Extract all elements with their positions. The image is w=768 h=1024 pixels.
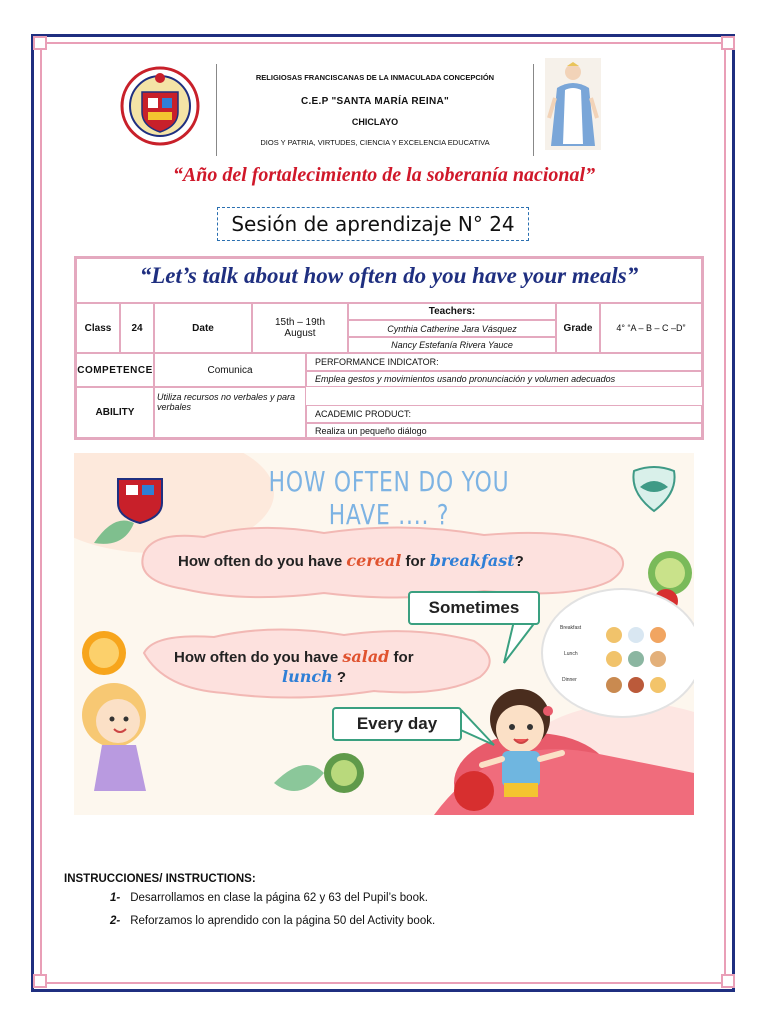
competence-value: Comunica	[154, 353, 306, 387]
teachers-label: Teachers:	[348, 303, 556, 320]
card-row-label: Lunch	[564, 651, 578, 657]
question-mark: ?	[336, 669, 347, 686]
meal-word: breakfast	[429, 551, 515, 570]
lesson-illustration	[74, 453, 694, 815]
question-text: for	[405, 553, 426, 570]
virgin-mary-image	[545, 58, 601, 150]
lesson-title-cell	[76, 258, 702, 303]
school-seal-logo	[120, 66, 200, 146]
corner-ornament	[33, 36, 47, 50]
year-motto: “Año del fortalecimiento de la soberanía nacional”	[172, 164, 596, 186]
question-text: How often do you have	[174, 649, 339, 666]
lesson-info-table	[74, 256, 704, 440]
instruction-text: Desarrollamos en clase la página 62 y 63 del Pupil’s book.	[130, 892, 428, 904]
instruction-item	[110, 892, 428, 904]
corner-ornament	[721, 36, 735, 50]
grade-value: 4° “A – B – C –D”	[600, 303, 702, 353]
teacher-name: Cynthia Catherine Jara Vásquez	[348, 320, 556, 337]
school-header	[216, 64, 534, 156]
lesson-title: “Let’s talk about how often do you have your meals”	[139, 263, 639, 288]
date-value: 15th – 19th August	[252, 303, 348, 353]
class-value: 24	[120, 303, 154, 353]
grade-label: Grade	[556, 303, 600, 353]
date-label: Date	[154, 303, 252, 353]
instruction-text: Reforzamos lo aprendido con la página 50 del Activity book.	[130, 915, 436, 927]
product-label: ACADEMIC PRODUCT:	[306, 405, 702, 423]
class-label: Class	[76, 303, 120, 353]
food-word: salad	[342, 647, 390, 666]
instructions-title: INSTRUCCIONES/ INSTRUCTIONS:	[64, 873, 256, 885]
teacher-name: Nancy Estefanía Rivera Yauce	[348, 337, 556, 353]
congregation-name: RELIGIOSAS FRANCISCANAS DE LA INMACULADA CONCEPCIÓN	[255, 73, 495, 82]
competence-label: COMPETENCE	[76, 353, 154, 387]
performance-label: PERFORMANCE INDICATOR:	[306, 353, 702, 371]
illustration-heading: HOW OFTEN DO YOU HAVE .... ?	[268, 465, 510, 531]
answer-every-day: Every day	[332, 707, 462, 741]
performance-value: Emplea gestos y movimientos usando pronunciación y volumen adecuados	[306, 371, 702, 387]
session-label: Sesión de aprendizaje N° 24	[217, 207, 529, 241]
question-text: How often do you have	[178, 553, 343, 570]
ability-value: Utiliza recursos no verbales y para verbales	[154, 387, 306, 438]
question-text: for	[393, 649, 414, 666]
product-value: Realiza un pequeño diálogo	[306, 423, 702, 438]
instruction-number: 1-	[110, 892, 121, 904]
question-lunch	[174, 647, 494, 666]
school-name: C.E.P "SANTA MARÍA REINA"	[300, 96, 450, 107]
school-motto: DIOS Y PATRIA, VIRTUDES, CIENCIA Y EXCELENCIA EDUCATIVA	[260, 138, 490, 147]
corner-ornament	[33, 974, 47, 988]
question-lunch-line2	[282, 667, 346, 686]
card-row-label: Breakfast	[560, 625, 582, 631]
card-row-label: Dinner	[562, 677, 577, 683]
meal-word: lunch	[282, 667, 333, 686]
ability-label: ABILITY	[76, 387, 154, 438]
question-breakfast	[178, 551, 618, 570]
question-mark: ?	[514, 553, 524, 570]
corner-ornament	[721, 974, 735, 988]
instruction-item	[110, 915, 435, 927]
answer-sometimes: Sometimes	[408, 591, 540, 625]
instruction-number: 2-	[110, 915, 121, 927]
food-word: cereal	[346, 551, 402, 570]
school-city: CHICLAYO	[351, 117, 399, 127]
